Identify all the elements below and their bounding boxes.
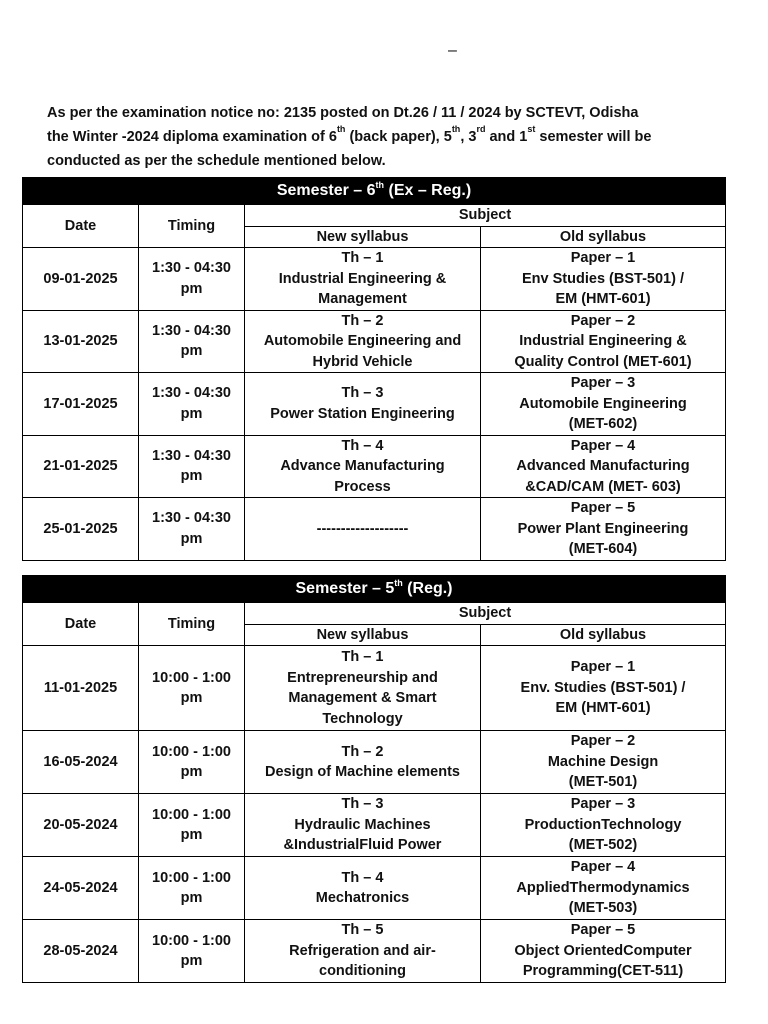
semester-6-table [22, 177, 726, 561]
intro-line-2 [47, 125, 737, 149]
intro-paragraph [47, 101, 737, 173]
date-cell: 09-01-2025 [23, 248, 139, 311]
new-syllabus-header: New syllabus [245, 624, 481, 646]
table-row [23, 248, 726, 311]
title-text: Semester – 6 [276, 181, 376, 199]
timing-header: Timing [139, 603, 245, 646]
timing-cell: 10:00 - 1:00 pm [139, 920, 245, 983]
subject-header: Subject [245, 603, 726, 625]
table-row [23, 310, 726, 373]
date-header: Date [23, 205, 139, 248]
new-syllabus-cell: Th – 3 Power Station Engineering [245, 373, 481, 436]
top-dash: – [448, 42, 457, 59]
subject-header: Subject [245, 205, 726, 227]
timing-cell: 10:00 - 1:00 pm [139, 646, 245, 731]
date-cell: 16-05-2024 [23, 731, 139, 794]
date-cell: 24-05-2024 [23, 857, 139, 920]
old-syllabus-cell: Paper – 5 Power Plant Engineering (MET-604) [481, 498, 726, 561]
table-row [23, 498, 726, 561]
timing-cell: 10:00 - 1:00 pm [139, 857, 245, 920]
table-row [23, 646, 726, 731]
new-syllabus-header: New syllabus [245, 226, 481, 248]
new-syllabus-cell: ------------------- [245, 498, 481, 561]
superscript: st [527, 124, 536, 134]
old-syllabus-cell: Paper – 4 AppliedThermodynamics (MET-503) [481, 857, 726, 920]
intro-text: (back paper), 5 [345, 129, 452, 145]
date-cell: 25-01-2025 [23, 498, 139, 561]
superscript: th [336, 124, 346, 134]
timing-header: Timing [139, 205, 245, 248]
superscript: rd [476, 124, 486, 134]
semester-6-title [23, 178, 726, 205]
title-text: (Ex – Reg.) [384, 181, 472, 199]
table-row [23, 857, 726, 920]
intro-text: semester will be [535, 129, 652, 145]
old-syllabus-cell: Paper – 3 ProductionTechnology (MET-502) [481, 794, 726, 857]
table-row [23, 731, 726, 794]
semester-5-title [23, 576, 726, 603]
intro-text: the Winter -2024 diploma examination of 6 [47, 129, 337, 145]
intro-text: , 3 [460, 129, 477, 145]
date-cell: 11-01-2025 [23, 646, 139, 731]
date-cell: 21-01-2025 [23, 435, 139, 498]
timing-cell: 1:30 - 04:30 pm [139, 310, 245, 373]
superscript: th [451, 124, 461, 134]
new-syllabus-cell: Th – 4 Advance Manufacturing Process [245, 435, 481, 498]
superscript: th [375, 179, 385, 190]
new-syllabus-cell: Th – 4 Mechatronics [245, 857, 481, 920]
old-syllabus-header: Old syllabus [481, 624, 726, 646]
date-cell: 13-01-2025 [23, 310, 139, 373]
superscript: th [394, 577, 403, 588]
intro-line-3: conducted as per the schedule mentioned below. [47, 153, 386, 169]
old-syllabus-cell: Paper – 2 Machine Design (MET-501) [481, 731, 726, 794]
table-row [23, 794, 726, 857]
old-syllabus-cell: Paper – 4 Advanced Manufacturing &CAD/CAM (MET- 603) [481, 435, 726, 498]
new-syllabus-cell: Th – 1 Industrial Engineering & Management [245, 248, 481, 311]
date-cell: 20-05-2024 [23, 794, 139, 857]
date-cell: 17-01-2025 [23, 373, 139, 436]
old-syllabus-cell: Paper – 1 Env. Studies (BST-501) / EM (HMT-601) [481, 646, 726, 731]
old-syllabus-cell: Paper – 3 Automobile Engineering (MET-602) [481, 373, 726, 436]
old-syllabus-cell: Paper – 5 Object OrientedComputer Programming(CET-511) [481, 920, 726, 983]
intro-text: and 1 [485, 129, 528, 145]
timing-cell: 10:00 - 1:00 pm [139, 794, 245, 857]
date-header: Date [23, 603, 139, 646]
title-text: Semester – 5 [295, 579, 395, 597]
timing-cell: 1:30 - 04:30 pm [139, 498, 245, 561]
intro-line-1: As per the examination notice no: 2135 posted on Dt.26 / 11 / 2024 by SCTEVT, Odisha [47, 105, 639, 121]
timing-cell: 1:30 - 04:30 pm [139, 373, 245, 436]
timing-cell: 1:30 - 04:30 pm [139, 248, 245, 311]
old-syllabus-cell: Paper – 2 Industrial Engineering & Quality Control (MET-601) [481, 310, 726, 373]
new-syllabus-cell: Th – 1 Entrepreneurship and Management & Smart Technology [245, 646, 481, 731]
title-text: (Reg.) [402, 579, 453, 597]
old-syllabus-cell: Paper – 1 Env Studies (BST-501) / EM (HMT-601) [481, 248, 726, 311]
table-row [23, 435, 726, 498]
new-syllabus-cell: Th – 3 Hydraulic Machines &IndustrialFluid Power [245, 794, 481, 857]
new-syllabus-cell: Th – 2 Automobile Engineering and Hybrid Vehicle [245, 310, 481, 373]
new-syllabus-cell: Th – 5 Refrigeration and air- conditioning [245, 920, 481, 983]
timing-cell: 10:00 - 1:00 pm [139, 731, 245, 794]
date-cell: 28-05-2024 [23, 920, 139, 983]
new-syllabus-cell: Th – 2 Design of Machine elements [245, 731, 481, 794]
table-row [23, 373, 726, 436]
table-row [23, 920, 726, 983]
timing-cell: 1:30 - 04:30 pm [139, 435, 245, 498]
old-syllabus-header: Old syllabus [481, 226, 726, 248]
semester-5-table [22, 575, 726, 983]
